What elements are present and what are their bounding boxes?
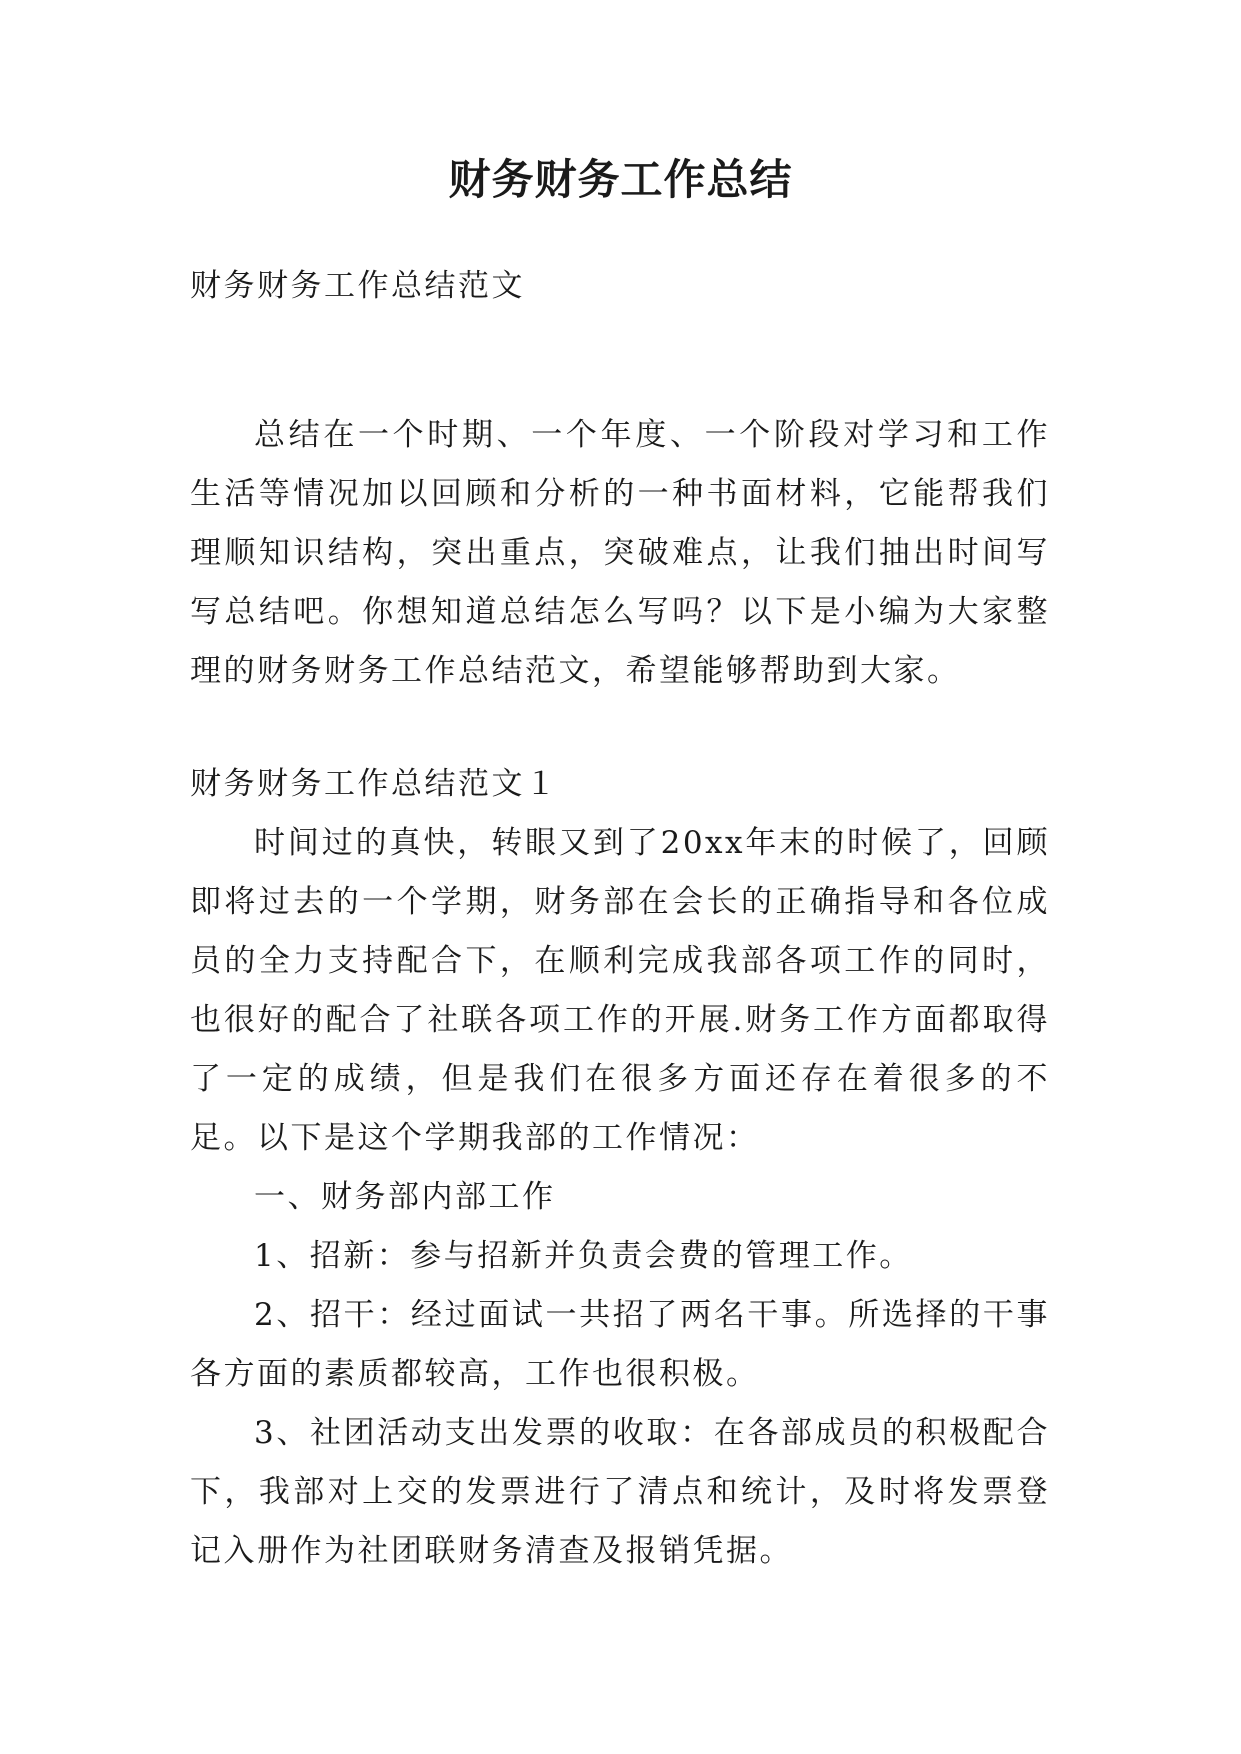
body-paragraph: 时间过的真快，转眼又到了20xx年末的时候了，回顾即将过去的一个学期，财务部在会长的正确指导和各位成员的全力支持配合下，在顺利完成我部各项工作的同时，也很好的配合了社联各项工作的开展.财务工作方面都取得了一定的成绩，但是我们在很多方面还存在着很多的不足。以下是这个学期我部的工作情况：: [190, 825, 1050, 1156]
document-title: 财务财务工作总结: [448, 155, 793, 204]
body-paragraph: 1、招新：参与招新并负责会费的管理工作。: [254, 1238, 913, 1274]
body-paragraph: 2、招干：经过面试一共招了两名干事。所选择的干事各方面的素质都较高，工作也很积极。: [190, 1297, 1050, 1392]
intro-section: [190, 406, 1050, 701]
document-subtitle: 财务财务工作总结范文: [190, 268, 525, 304]
section-heading: 财务财务工作总结范文１: [190, 766, 559, 802]
body-paragraph: 3、社团活动支出发票的收取：在各部成员的积极配合下，我部对上交的发票进行了清点和统计，及时将发票登记入册作为社团联财务清查及报销凭据。: [190, 1415, 1050, 1569]
intro-paragraph: 总结在一个时期、一个年度、一个阶段对学习和工作生活等情况加以回顾和分析的一种书面材料，它能帮我们理顺知识结构，突出重点，突破难点，让我们抽出时间写写总结吧。你想知道总结怎么写吗？以下是小编为大家整理的财务财务工作总结范文，希望能够帮助到大家。: [190, 417, 1050, 689]
section-body: [190, 814, 1050, 1581]
body-paragraph: 一、财务部内部工作: [254, 1179, 556, 1215]
